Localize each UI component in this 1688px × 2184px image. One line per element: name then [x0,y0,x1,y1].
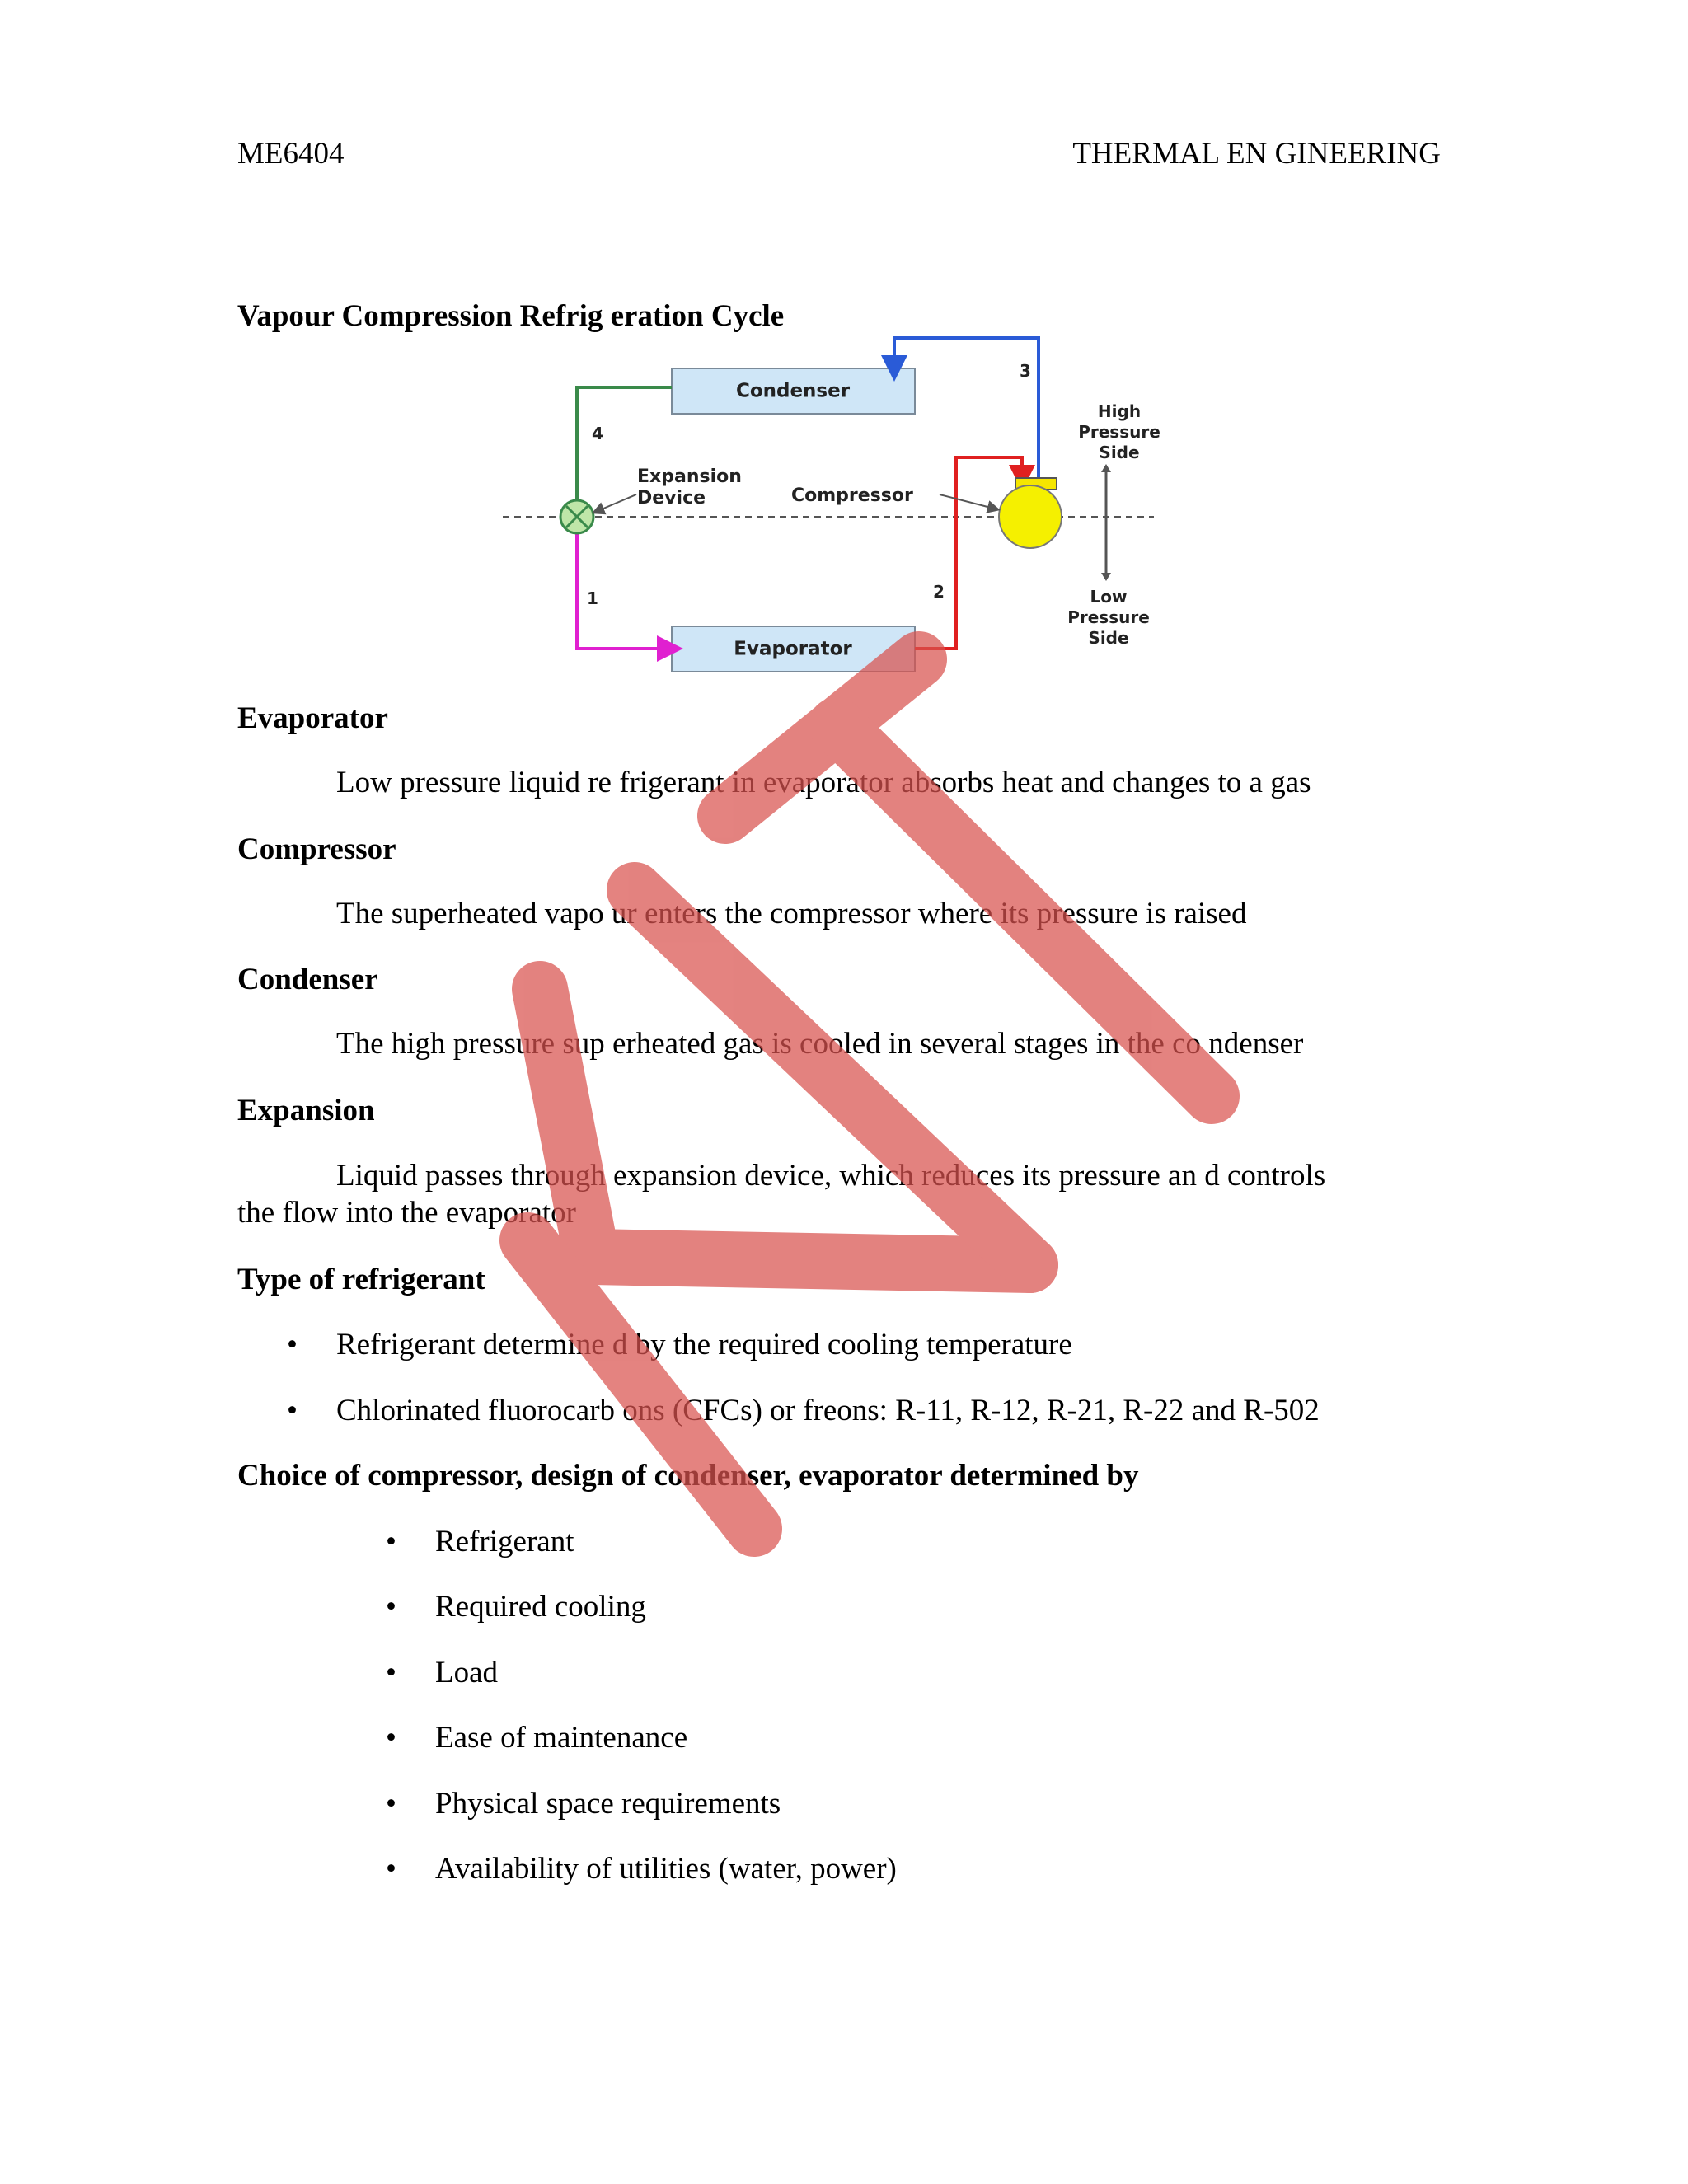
point-1-label: 1 [587,588,598,608]
high-pressure-line2: Pressure [1078,422,1160,442]
compressor-label: Compressor [791,485,913,506]
bullet-icon: • [386,1590,396,1624]
low-pressure-line3: Side [1088,628,1129,648]
list-item: Refrigerant determine d by the required cooling temperature [336,1328,1072,1361]
expansion-label-line2: Device [637,488,706,509]
point-3-label: 3 [1020,361,1031,381]
evaporator-label: Evaporator [734,638,852,660]
compressor-icon [999,485,1062,548]
line-2-low-pressure-vapor [915,457,1022,649]
choice-heading: Choice of compressor, design of condenser, evaporator determined by [237,1459,1139,1493]
list-item: Refrigerant [435,1525,574,1558]
bullet-icon: • [287,1394,298,1427]
expansion-label-line1: Expansion [637,466,742,487]
evaporator-heading: Evaporator [237,701,388,735]
condenser-label: Condenser [735,380,851,402]
bullet-icon: • [386,1721,396,1755]
low-pressure-line1: Low [1090,587,1128,607]
expansion-text-line2: the flow into the evaporator [237,1196,576,1230]
low-pressure-line2: Pressure [1067,607,1150,627]
high-pressure-line1: High [1097,401,1142,421]
list-item: Required cooling [435,1590,646,1624]
bullet-icon: • [386,1787,396,1821]
bullet-icon: • [386,1525,396,1558]
compressor-heading: Compressor [237,832,396,866]
refrigeration-cycle-diagram [495,326,1170,672]
list-item: Physical space requirements [435,1787,781,1821]
list-item: Availability of utilities (water, power) [435,1852,897,1886]
list-item: Load [435,1656,499,1690]
condenser-heading: Condenser [237,963,378,996]
section-title: Vapour Compression Refrig eration Cycle [237,299,785,333]
expansion-text-line1: Liquid passes through expansion device, which reduces its pressure an d controls [336,1159,1326,1193]
refrigerant-heading: Type of refrigerant [237,1263,485,1296]
header-subject: THERMAL EN GINEERING [1072,137,1441,171]
bullet-icon: • [386,1852,396,1886]
list-item: Chlorinated fluorocarb ons (CFCs) or freons: R-11, R-12, R-21, R-22 and R-502 [336,1394,1320,1427]
point-4-label: 4 [592,424,603,443]
evaporator-text: Low pressure liquid re frigerant in evaporator absorbs heat and changes to a gas [336,766,1311,799]
bullet-icon: • [386,1656,396,1690]
condenser-text: The high pressure sup erheated gas is cooled in several stages in the co ndenser [336,1027,1304,1061]
high-pressure-line3: Side [1099,443,1140,462]
compressor-text: The superheated vapo ur enters the compressor where its pressure is raised [336,897,1247,930]
header-course-code: ME6404 [237,137,345,171]
expansion-heading: Expansion [237,1094,375,1127]
bullet-icon: • [287,1328,298,1361]
point-2-label: 2 [933,582,945,602]
list-item: Ease of maintenance [435,1721,688,1755]
